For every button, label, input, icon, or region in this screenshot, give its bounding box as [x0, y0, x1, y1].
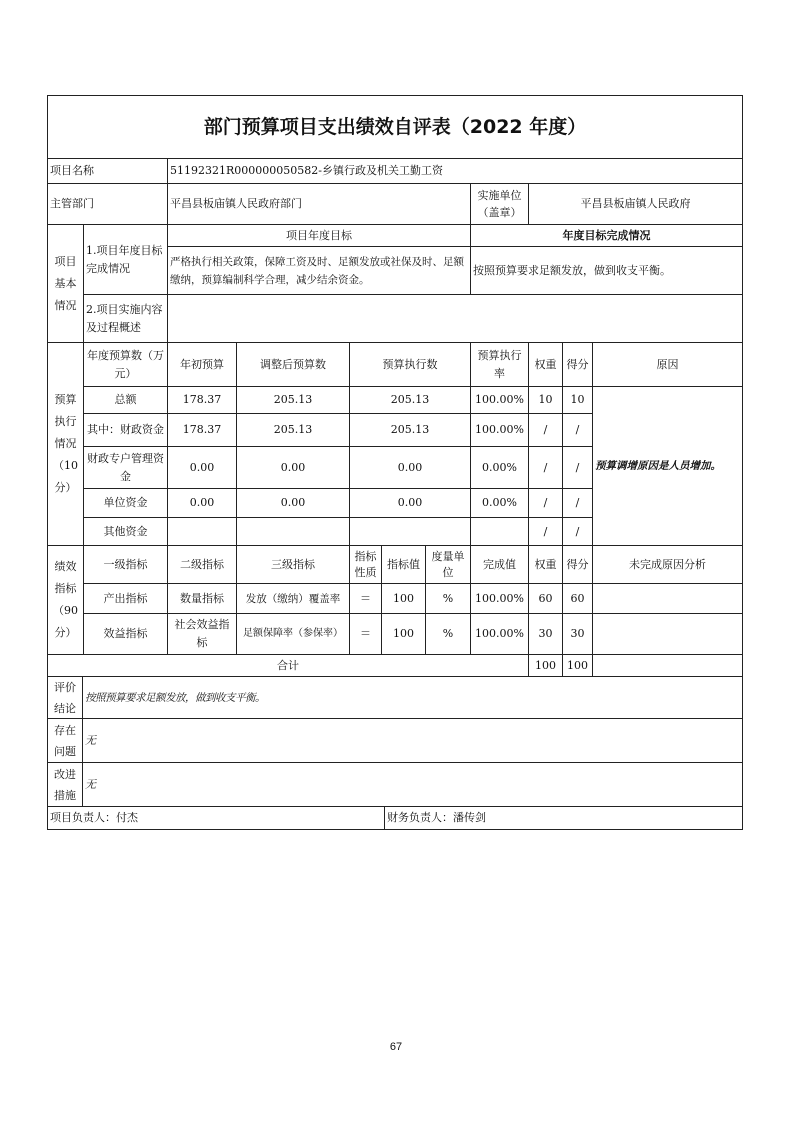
- budget-header-executed: 预算执行数: [349, 342, 471, 387]
- budget-row-weight: 10: [528, 386, 563, 414]
- goal-text: 严格执行相关政策，保障工资及时、足额发放或社保及时、足额缴纳，预算编制科学合理，减少结余资金。: [167, 246, 471, 295]
- budget-reason: 预算调增原因是人员增加。: [592, 386, 743, 546]
- budget-row-rate: 0.00%: [470, 488, 529, 518]
- ind-header-l2: 二级指标: [167, 545, 237, 584]
- ind-header-nature: 指标性质: [349, 545, 382, 584]
- problems-label: 存在问题: [47, 718, 83, 763]
- budget-row-adjusted: [236, 517, 350, 546]
- budget-row-score: /: [562, 413, 593, 447]
- page-title: 部门预算项目支出绩效自评表（2022 年度）: [47, 95, 743, 159]
- ind-header-value: 指标值: [381, 545, 426, 584]
- page-number: 67: [389, 1041, 403, 1053]
- total-score: 100: [562, 654, 593, 677]
- ind-row-l3: 发放（缴纳）覆盖率: [236, 583, 350, 614]
- completion-header: 年度目标完成情况: [470, 224, 743, 247]
- budget-row-score: /: [562, 488, 593, 518]
- improvements-text: 无: [82, 762, 743, 807]
- ind-row-l1: 产出指标: [83, 583, 168, 614]
- budget-row-weight: /: [528, 517, 563, 546]
- improvements-label: 改进措施: [47, 762, 83, 807]
- budget-row-name: 总额: [83, 386, 168, 414]
- impl-unit-value: 平昌县板庙镇人民政府: [528, 183, 743, 225]
- budget-row-name: 单位资金: [83, 488, 168, 518]
- budget-row-initial: 178.37: [167, 386, 237, 414]
- ind-row-l2: 社会效益指标: [167, 613, 237, 655]
- department-value: 平昌县板庙镇人民政府部门: [167, 183, 471, 225]
- ind-row-nature: ＝: [349, 613, 382, 655]
- project-name-label: 项目名称: [47, 158, 168, 184]
- budget-row-executed: 0.00: [349, 446, 471, 489]
- process-label: 2.项目实施内容及过程概述: [83, 294, 168, 343]
- budget-row-initial: 178.37: [167, 413, 237, 447]
- budget-row-name: 其他资金: [83, 517, 168, 546]
- budget-header-weight: 权重: [528, 342, 563, 387]
- department-label: 主管部门: [47, 183, 168, 225]
- ind-header-done: 完成值: [470, 545, 529, 584]
- ind-row-weight: 30: [528, 613, 563, 655]
- ind-header-unit: 度量单位: [425, 545, 471, 584]
- project-name-value: 51192321R000000050582-乡镇行政及机关工勤工资: [167, 158, 743, 184]
- budget-row-weight: /: [528, 488, 563, 518]
- budget-row-score: /: [562, 446, 593, 489]
- goal-header: 项目年度目标: [167, 224, 471, 247]
- ind-row-l3: 足额保障率（参保率）: [236, 613, 350, 655]
- budget-row-weight: /: [528, 413, 563, 447]
- ind-row-l2: 数量指标: [167, 583, 237, 614]
- indicators-label: 绩效指标（90分）: [47, 545, 84, 655]
- ind-header-weight: 权重: [528, 545, 563, 584]
- budget-row-adjusted: 0.00: [236, 488, 350, 518]
- budget-header-adjusted: 调整后预算数: [236, 342, 350, 387]
- budget-label: 预算执行情况（10分）: [47, 342, 84, 546]
- ind-row-value: 100: [381, 613, 426, 655]
- ind-header-l3: 三级指标: [236, 545, 350, 584]
- budget-header-initial: 年初预算: [167, 342, 237, 387]
- budget-row-rate: [470, 517, 529, 546]
- ind-header-score: 得分: [562, 545, 593, 584]
- total-weight: 100: [528, 654, 563, 677]
- budget-row-initial: 0.00: [167, 446, 237, 489]
- ind-row-value: 100: [381, 583, 426, 614]
- problems-text: 无: [82, 718, 743, 763]
- budget-header-item: 年度预算数（万元）: [83, 342, 168, 387]
- budget-header-reason: 原因: [592, 342, 743, 387]
- ind-header-l1: 一级指标: [83, 545, 168, 584]
- budget-row-executed: [349, 517, 471, 546]
- completion-text: 按照预算要求足额发放，做到收支平衡。: [470, 246, 743, 295]
- budget-row-name: 财政专户管理资金: [83, 446, 168, 489]
- budget-row-executed: 205.13: [349, 386, 471, 414]
- budget-row-initial: 0.00: [167, 488, 237, 518]
- ind-row-reason: [592, 613, 743, 655]
- ind-header-reason: 未完成原因分析: [592, 545, 743, 584]
- total-label: 合计: [47, 654, 529, 677]
- budget-row-initial: [167, 517, 237, 546]
- budget-row-adjusted: 205.13: [236, 413, 350, 447]
- basic-info-label: 项目基本情况: [47, 224, 84, 343]
- budget-row-rate: 0.00%: [470, 446, 529, 489]
- budget-row-rate: 100.00%: [470, 413, 529, 447]
- evaluation-text: 按照预算要求足额发放，做到收支平衡。: [82, 676, 743, 719]
- ind-row-weight: 60: [528, 583, 563, 614]
- evaluation-label: 评价结论: [47, 676, 83, 719]
- ind-row-unit: %: [425, 583, 471, 614]
- budget-row-executed: 205.13: [349, 413, 471, 447]
- ind-row-unit: %: [425, 613, 471, 655]
- ind-row-reason: [592, 583, 743, 614]
- budget-row-adjusted: 0.00: [236, 446, 350, 489]
- ind-row-done: 100.00%: [470, 583, 529, 614]
- budget-row-rate: 100.00%: [470, 386, 529, 414]
- budget-header-rate: 预算执行率: [470, 342, 529, 387]
- budget-row-executed: 0.00: [349, 488, 471, 518]
- budget-row-name: 其中：财政资金: [83, 413, 168, 447]
- ind-row-l1: 效益指标: [83, 613, 168, 655]
- ind-row-score: 60: [562, 583, 593, 614]
- total-blank: [592, 654, 743, 677]
- ind-row-nature: ＝: [349, 583, 382, 614]
- goal-label: 1.项目年度目标完成情况: [83, 224, 168, 295]
- process-text: [167, 294, 743, 343]
- budget-row-adjusted: 205.13: [236, 386, 350, 414]
- budget-row-score: 10: [562, 386, 593, 414]
- project-lead: 项目负责人：付杰: [47, 806, 385, 830]
- budget-header-score: 得分: [562, 342, 593, 387]
- ind-row-done: 100.00%: [470, 613, 529, 655]
- impl-unit-label: 实施单位（盖章）: [470, 183, 529, 225]
- ind-row-score: 30: [562, 613, 593, 655]
- finance-lead: 财务负责人：潘传剑: [384, 806, 743, 830]
- budget-row-score: /: [562, 517, 593, 546]
- budget-row-weight: /: [528, 446, 563, 489]
